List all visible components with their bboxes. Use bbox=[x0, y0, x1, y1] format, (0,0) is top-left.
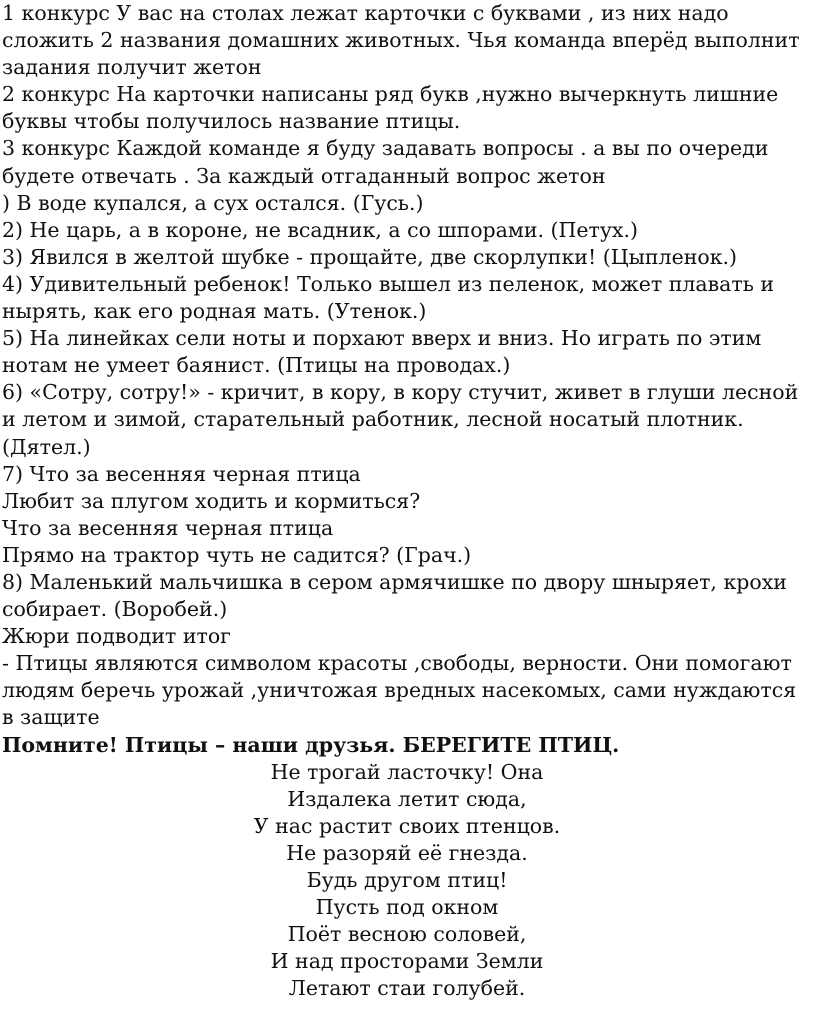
contest-1-text: 1 конкурс У вас на столах лежат карточки с буквами , из них надо сложить 2 названия домашних животных. Чья команда вперёд выполнит задания получит жетон bbox=[2, 1, 800, 80]
riddle-4: 4) Удивительный ребенок! Только вышел из пеленок, может плавать и нырять, как его родная мать. (Утенок.) bbox=[2, 271, 775, 324]
riddle-7-line-2: Любит за плугом ходить и кормиться? bbox=[2, 488, 421, 513]
riddle-6: 6) «Сотру, сотру!» - кричит, в кору, в кору стучит, живет в глуши лесной и летом и зимой, старательный работник, лесной носатый плотник. (Дятел.) bbox=[2, 380, 799, 459]
riddle-2: 2) Не царь, а в короне, не всадник, а со шпорами. (Петух.) bbox=[2, 217, 639, 242]
document-body bbox=[2, 0, 814, 1002]
riddle-3: 3) Явился в желтой шубке - прощайте, две скорлупки! (Цыпленок.) bbox=[2, 244, 738, 269]
contest-3-text: 3 конкурс Каждой команде я буду задавать вопросы . а вы по очереди будете отвечать . За каждый отгаданный вопрос жетон bbox=[2, 136, 769, 188]
poem-line: Поёт весною соловей, bbox=[287, 922, 527, 947]
poem-line: У нас растит своих птенцов. bbox=[253, 813, 561, 838]
poem-line: Пусть под окном bbox=[315, 895, 499, 920]
poem-line: Не разоряй её гнезда. bbox=[286, 840, 528, 865]
poem-line: Не трогай ласточку! Она bbox=[270, 759, 544, 784]
contest-2-text: 2 конкурс На карточки написаны ряд букв ,нужно вычеркнуть лишние буквы чтобы получилось название птицы. bbox=[2, 82, 779, 134]
poem-line: Летают стаи голубей. bbox=[288, 976, 526, 1001]
riddle-8: 8) Маленький мальчишка в сером армячишке по двору шныряет, крохи собирает. (Воробей.) bbox=[2, 569, 787, 622]
riddle-7-line-3: Что за весенняя черная птица bbox=[2, 515, 334, 540]
poem-line: И над просторами Земли bbox=[270, 949, 544, 974]
poem bbox=[0, 759, 814, 1003]
emphasis-slogan: Помните! Птицы – наши друзья. БЕРЕГИТЕ ПТИЦ. bbox=[2, 732, 620, 757]
riddle-1: ) В воде купался, а сух остался. (Гусь.) bbox=[2, 190, 424, 215]
birds-symbol-text: - Птицы являются символом красоты ,свободы, верности. Они помогают людям беречь урожай ,уничтожая вредных насекомых, сами нуждаются в защите bbox=[2, 651, 797, 730]
riddle-5: 5) На линейках сели ноты и порхают вверх и вниз. Но играть по этим нотам не умеет баянист. (Птицы на проводах.) bbox=[2, 326, 762, 378]
jury-summary: Жюри подводит итог bbox=[2, 624, 231, 649]
riddle-7-line-4: Прямо на трактор чуть не садится? (Грач.) bbox=[2, 542, 472, 567]
poem-line: Издалека летит сюда, bbox=[287, 786, 527, 811]
poem-line: Будь другом птиц! bbox=[306, 868, 508, 892]
riddle-7-line-1: 7) Что за весенняя черная птица bbox=[2, 461, 361, 486]
